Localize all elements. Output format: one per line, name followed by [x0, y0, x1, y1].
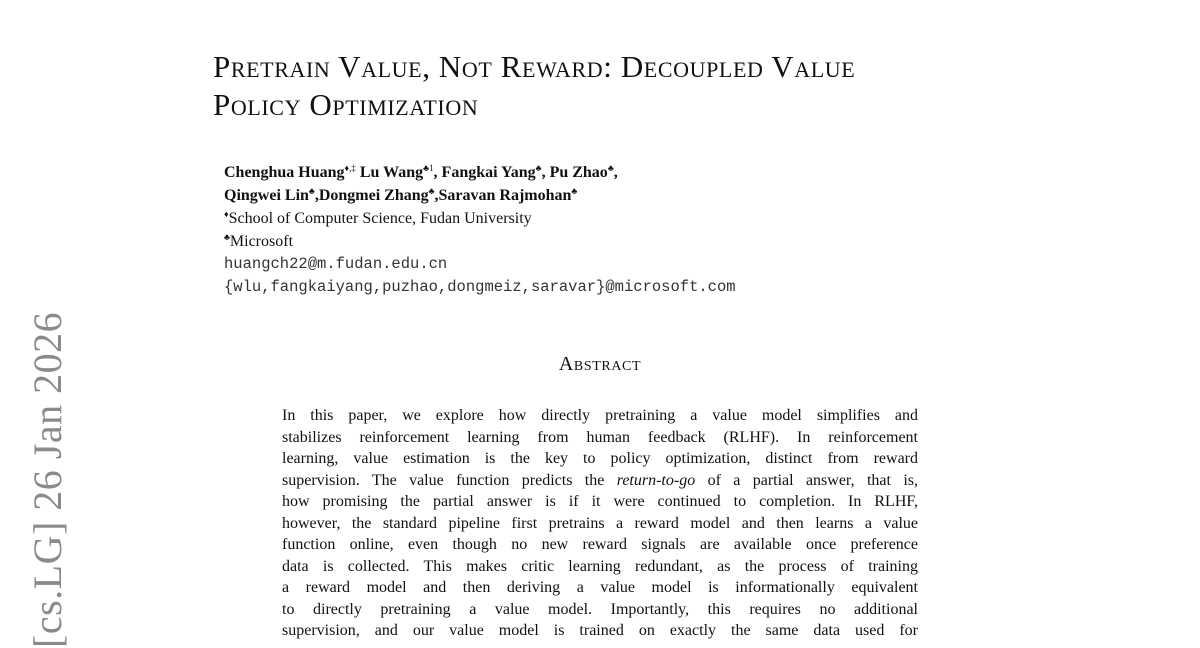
abstract-text: of a partial answer, that is,: [695, 471, 918, 489]
author-name: Saravan Rajmohan: [438, 187, 572, 204]
title-line-1: Pretrain Value, Not Reward: Decoupled Value: [213, 49, 856, 84]
author-name: Lu Wang: [359, 164, 424, 181]
abstract-text: supervision. The value function predicts the: [282, 471, 617, 489]
affiliation-microsoft: [224, 230, 944, 253]
author-mark: ♣: [535, 163, 542, 173]
arxiv-side-stamp: [cs.LG] 26 Jan 2026: [25, 311, 70, 648]
abstract-line: [282, 470, 918, 492]
author-name: Pu Zhao: [549, 164, 608, 181]
abstract-line: stabilizes reinforcement learning from human feedback (RLHF). In reinforcement: [282, 428, 918, 446]
abstract-body: [282, 405, 918, 642]
abstract-line: function online, even though no new reward signals are available once preference: [282, 536, 918, 553]
abstract-line: a reward model and then deriving a value model is informationally equivalent: [282, 579, 918, 596]
author-name: Fangkai Yang: [441, 164, 536, 181]
author-line-2: Qingwei Lin♣,Dongmei Zhang♣,Saravan Rajmohan♣: [224, 186, 578, 204]
abstract-emphasis: return-to-go: [616, 471, 696, 489]
author-mark: ♣: [607, 163, 614, 173]
email-fudan: huangch22@m.fudan.edu.cn: [224, 255, 448, 273]
affiliation-name: Microsoft: [229, 233, 294, 250]
affiliation-mark: ♦: [224, 209, 229, 219]
title-line-2: Policy Optimization: [213, 87, 479, 122]
abstract-line: however, the standard pipeline first pretrains a reward model and then learns a value: [282, 514, 918, 532]
author-name: Dongmei Zhang: [318, 187, 429, 204]
author-mark: ♣1: [423, 163, 434, 173]
author-mark: ♣: [308, 186, 315, 196]
abstract-line: supervision, and our value model is trained on exactly the same data used for: [282, 622, 918, 639]
author-mark: ♦,‡: [344, 163, 356, 173]
author-mark: ♣: [571, 186, 578, 196]
author-mark: ♣: [428, 186, 435, 196]
paper-title: [213, 48, 1033, 124]
abstract-line: how promising the partial answer is if it were continued to completion. In RLHF,: [282, 493, 918, 510]
author-line-1: Chenghua Huang♦,‡ Lu Wang$^{♣1}$, Fangkai Yang♣, Pu Zhao♣,: [224, 163, 618, 181]
email-microsoft: {wlu,fangkaiyang,puzhao,dongmeiz,saravar}@microsoft.com: [224, 278, 736, 296]
affiliation-name: School of Computer Science, Fudan University: [228, 210, 532, 227]
author-block: [224, 161, 944, 299]
author-name: Chenghua Huang: [224, 164, 345, 181]
abstract-line: to directly pretraining a value model. Importantly, this requires no additional: [282, 600, 918, 618]
abstract-heading: Abstract: [558, 353, 642, 375]
abstract-line: In this paper, we explore how directly pretraining a value model simplifies and: [282, 407, 918, 424]
affiliation-fudan: [224, 207, 944, 230]
abstract-line: learning, value estimation is the key to policy optimization, distinct from reward: [282, 450, 918, 467]
affiliation-mark: ♣: [224, 232, 230, 242]
author-name: Qingwei Lin: [224, 187, 309, 204]
abstract-line: data is collected. This makes critic learning redundant, as the process of training: [282, 557, 918, 575]
